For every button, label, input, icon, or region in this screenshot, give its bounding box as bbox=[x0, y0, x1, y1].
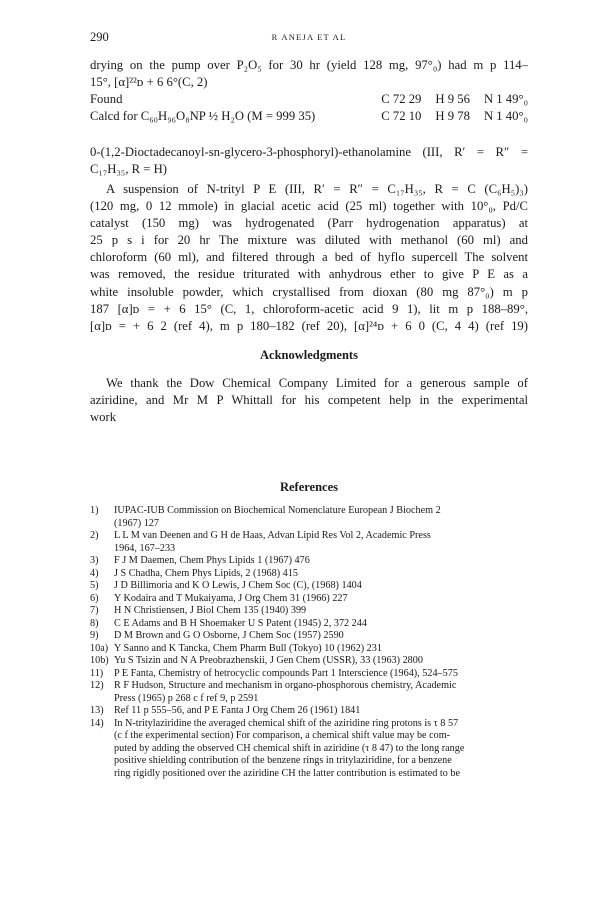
acknowledgments-heading: Acknowledgments bbox=[260, 348, 358, 362]
text-line: We thank the Dow Chemical Company Limited for a generous sample of bbox=[106, 376, 528, 390]
reference-number: 12) bbox=[90, 680, 104, 691]
reference-line: (1967) 127 bbox=[114, 517, 159, 529]
analysis-value: N 1 40°₀ bbox=[483, 109, 528, 124]
text-line: 187 [α]ᴅ = + 6 15° (C, 1, chloroform-acetic acid 9 1), lit m p 188–89°, bbox=[90, 301, 528, 316]
reference-number: 7) bbox=[90, 605, 99, 616]
reference-line: Yu S Tsizin and N A Preobrazhenskii, J Gen Chem (USSR), 33 (1963) 2800 bbox=[114, 655, 423, 666]
text-line: A suspension of N-trityl P E (III, R′ = R″ = C₁₇H₃₅, R = C (C₆H₅)₃) bbox=[106, 182, 528, 196]
reference-number: 4) bbox=[90, 567, 99, 579]
text-line: 15°, [α]²²ᴅ + 6 6°(C, 2) bbox=[90, 75, 208, 90]
reference-line: J D Billimoria and K O Lewis, J Chem Soc (C), (1968) 1404 bbox=[114, 580, 362, 591]
acknowledgments-text bbox=[90, 375, 528, 426]
page-header bbox=[90, 30, 528, 46]
text-line: was removed, the residue triturated with anhydrous ether to give P E as a bbox=[90, 267, 528, 282]
analysis-value: C 72 29 bbox=[381, 92, 422, 107]
reference-number: 11) bbox=[90, 667, 104, 679]
compound-title bbox=[90, 144, 528, 178]
procedure-paragraph bbox=[90, 181, 528, 335]
reference-number: 5) bbox=[90, 580, 99, 591]
text-line: (120 mg, 0 12 mmole) in glacial acetic acid (25 ml) together with 10°₀, Pd/C bbox=[90, 199, 528, 214]
reference-number: 6) bbox=[90, 592, 99, 604]
reference-line: Press (1965) p 268 c f ref 9, p 2591 bbox=[114, 692, 259, 704]
analysis-value: C 72 10 bbox=[381, 109, 422, 124]
text-line: aziridine, and Mr M P Whittall for his competent help in the experimental bbox=[90, 393, 528, 408]
reference-line: Ref 11 p 555–56, and P E Fanta J Org Chem 26 (1961) 1841 bbox=[114, 705, 361, 716]
reference-line: L L M van Deenen and G H de Haas, Advan Lipid Res Vol 2, Academic Press bbox=[114, 530, 431, 541]
text-line: chloroform (60 ml), and filtered through a bed of hyflo supercell The solvent bbox=[90, 250, 528, 265]
page-number: 290 bbox=[90, 30, 109, 44]
text-line: work bbox=[90, 410, 117, 425]
reference-item bbox=[90, 718, 528, 781]
reference-number: 1) bbox=[90, 505, 99, 516]
reference-item bbox=[90, 580, 528, 593]
analysis-value: H 9 56 bbox=[435, 92, 470, 107]
running-head: R ANEJA ET AL bbox=[271, 32, 347, 42]
reference-item bbox=[90, 630, 528, 643]
reference-line: J S Chadha, Chem Phys Lipids, 2 (1968) 415 bbox=[114, 567, 298, 579]
analysis-value: H 9 78 bbox=[435, 109, 470, 124]
reference-line: C E Adams and B H Shoemaker U S Patent (1945) 2, 372 244 bbox=[114, 617, 367, 629]
references-heading: References bbox=[279, 480, 339, 494]
reference-item bbox=[90, 668, 528, 681]
reference-number: 10a) bbox=[90, 642, 109, 654]
reference-line: F J M Daemen, Chem Phys Lipids 1 (1967) 476 bbox=[114, 555, 310, 566]
text-line: white insoluble powder, which crystallised from dioxan (80 mg 87°₀) m p bbox=[90, 284, 528, 299]
reference-line: Y Sanno and K Tancka, Chem Pharm Bull (Tokyo) 10 (1962) 231 bbox=[114, 642, 382, 654]
reference-item bbox=[90, 530, 528, 555]
analysis-found-label: Found bbox=[90, 92, 123, 107]
reference-item bbox=[90, 568, 528, 581]
reference-number: 10b) bbox=[90, 655, 109, 666]
reference-number: 3) bbox=[90, 555, 99, 566]
text-line: [α]ᴅ = + 6 2 (ref 4), m p 180–182 (ref 20), [α]²⁴ᴅ + 6 0 (C, 4 4) (ref 19) bbox=[90, 318, 528, 333]
analysis-calcd-row bbox=[90, 108, 528, 125]
reference-line: puted by adding the observed CH chemical shift in aziridine (τ 8 47) to the long range bbox=[114, 742, 465, 754]
reference-line: P E Fanta, Chemistry of hetrocyclic compounds Part 1 Interscience (1964), 524–575 bbox=[114, 667, 458, 679]
reference-line: H N Christiensen, J Biol Chem 135 (1940) 399 bbox=[114, 605, 307, 616]
reference-line: R F Hudson, Structure and mechanism in organo-phosphorous chemistry, Academic bbox=[114, 680, 457, 691]
reference-line: D M Brown and G O Osborne, J Chem Soc (1957) 2590 bbox=[114, 630, 344, 641]
reference-line: Y Kodaira and T Mukaiyama, J Org Chem 31 (1966) 227 bbox=[114, 592, 348, 604]
text-line: drying on the pump over P₂O₅ for 30 hr (yield 128 mg, 97°₀) had m p 114– bbox=[90, 58, 528, 72]
reference-item bbox=[90, 593, 528, 606]
reference-line: 1964, 167–233 bbox=[114, 542, 176, 554]
reference-line: ring rigidly positioned over the aziridine CH the latter contribution is estimated to be bbox=[114, 767, 461, 779]
reference-line: positive shielding contribution of the benzene rings in tritylaziridine, for a benzene bbox=[114, 755, 452, 766]
reference-item bbox=[90, 655, 528, 668]
analysis-calcd-label: Calcd for C₆₀H₉₆O₈NP ½ H₂O (M = 999 35) bbox=[90, 109, 316, 124]
reference-number: 14) bbox=[90, 717, 104, 729]
references-list bbox=[90, 505, 528, 780]
experimental-continuation bbox=[90, 57, 528, 125]
text-line: C₁₇H₃₅, R = H) bbox=[90, 162, 168, 177]
text-line: catalyst (150 mg) was hydrogenated (Parr hydrogenation apparatus) at bbox=[90, 216, 528, 231]
text-line: 25 p s i for 20 hr The mixture was diluted with methanol (60 ml) and bbox=[90, 233, 528, 248]
analysis-value: N 1 49°₀ bbox=[483, 92, 528, 107]
reference-number: 2) bbox=[90, 530, 99, 541]
reference-item bbox=[90, 680, 528, 705]
reference-number: 8) bbox=[90, 617, 99, 629]
reference-item bbox=[90, 605, 528, 618]
reference-item bbox=[90, 705, 528, 718]
reference-number: 13) bbox=[90, 705, 104, 716]
reference-number: 9) bbox=[90, 630, 99, 641]
reference-item bbox=[90, 555, 528, 568]
reference-item bbox=[90, 505, 528, 530]
reference-item bbox=[90, 618, 528, 631]
reference-line: In N-tritylaziridine the averaged chemical shift of the aziridine ring protons is τ 8 57 bbox=[114, 717, 459, 729]
reference-line: (c f the experimental section) For comparison, a chemical shift value may be com- bbox=[114, 730, 451, 741]
analysis-found-row bbox=[90, 91, 528, 108]
reference-item bbox=[90, 643, 528, 656]
reference-line: IUPAC-IUB Commission on Biochemical Nomenclature European J Biochem 2 bbox=[114, 505, 441, 516]
text-line: 0-(1,2-Dioctadecanoyl-sn-glycero-3-phosphoryl)-ethanolamine (III, R′ = R″ = bbox=[90, 145, 528, 159]
